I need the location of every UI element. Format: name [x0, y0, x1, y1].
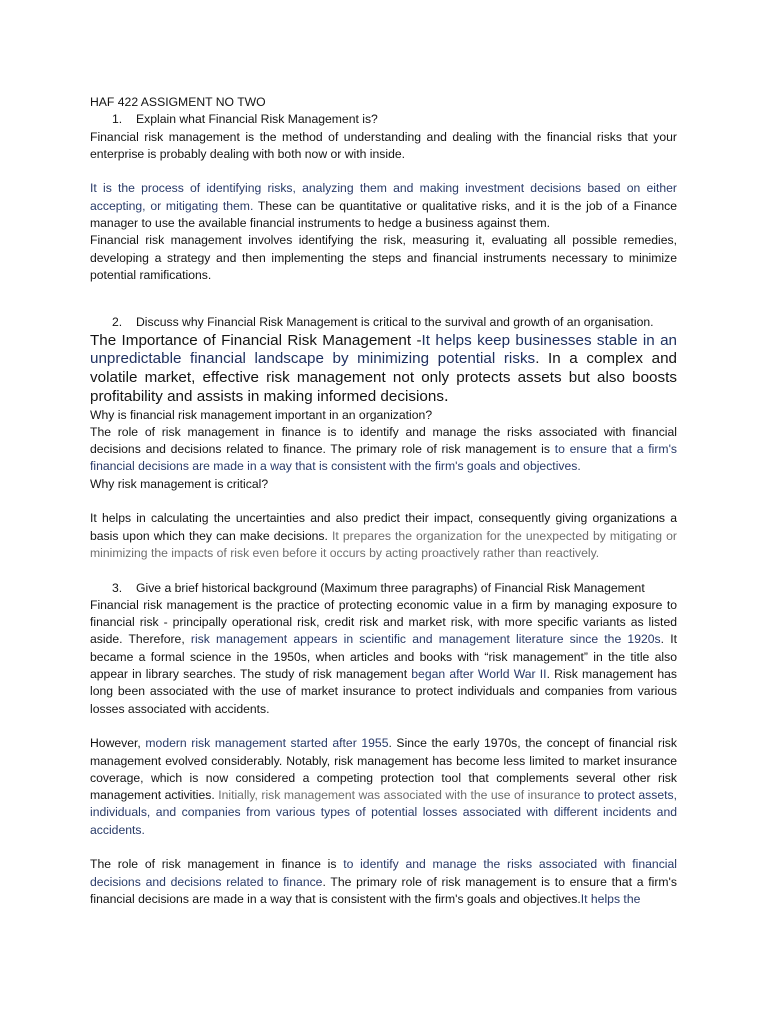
- q3-p1-a: Financial risk management is the practice of protecting economic value in a firm by managing exposure to financial risk - principally operational risk, credit risk and market risk, with more specific variants as listed aside. Therefore,: [90, 597, 677, 647]
- q3-paragraph-1: [90, 597, 677, 718]
- question-1-number: 1.: [112, 112, 123, 127]
- q3-p2-highlight: modern risk management started after 1955: [145, 736, 389, 751]
- document-title: HAF 422 ASSIGMENT NO TWO: [90, 95, 266, 109]
- q3-p2-highlight-2: to protect assets, individuals, and companies from various types of potential losses associated with different incidents and accidents.: [90, 788, 677, 837]
- question-2-text: Discuss why Financial Risk Management is critical to the survival and growth of an organisation.: [136, 315, 654, 330]
- question-2: [90, 314, 677, 331]
- q2-importance-rest: . In a complex and volatile market, effective risk management not only protects assets but also boosts profitability and assists in making informed decisions: [90, 350, 678, 406]
- q1-p2-rest: These can be quantitative or qualitative risks, and it is the job of a Finance manager to use the available financial instruments to hedge a business against them.: [90, 198, 677, 231]
- q3-paragraph-3: [90, 856, 677, 908]
- q1-paragraph-3: Financial risk management involves identifying the risk, measuring it, evaluating all possible remedies, developing a strategy and then implementing the steps and financial instruments necessary to minimize potential ramifications.: [90, 233, 677, 282]
- question-3-text: Give a brief historical background (Maximum three paragraphs) of Financial Risk Management: [136, 580, 645, 595]
- q3-p3-highlight-2: It helps the: [580, 891, 641, 906]
- q2-paragraph-1: [90, 424, 677, 476]
- q3-p1-e: . Risk management has long been associated with the use of market insurance to protect individuals and companies from various losses associated with accidents.: [90, 667, 677, 716]
- q3-p3-highlight: to identify and manage the risks associated with financial decisions and decisions related to finance: [90, 857, 677, 889]
- q3-p2-grey: Initially, risk management was associated with the use of insurance: [214, 788, 581, 803]
- q2-p2-lead: It helps in calculating the uncertainties and also predict their impact, consequently giving organizations a basis upon which they can make decisions.: [90, 511, 677, 543]
- q1-paragraph-2: [90, 180, 677, 232]
- q3-p2-c: . Since the early 1970s, the concept of financial risk management evolved considerably. Notably, risk management has become less limited to market insurance coverage, which is now considered a competing protection tool that complements several other risk management activities.: [90, 736, 677, 803]
- q3-p1-highlight-2: began after World War II: [411, 667, 547, 682]
- q3-p1-c: . It became a formal science in the 1950s, when articles and books with “risk management” in the title also appear in library searches. The study of risk management: [90, 632, 677, 682]
- q3-p2-a: However,: [90, 736, 146, 751]
- q2-p1-lead: The role of risk management in finance is to identify and manage the risks associated with financial decisions and decisions related to finance. The primary role of risk management is: [90, 424, 677, 457]
- q1-p2-highlight: It is the process of identifying risks, analyzing them and making investment decisions based on either accepting, or mitigating them.: [90, 181, 677, 213]
- q2-why-heading-1: Why is financial risk management important in an organization?: [90, 407, 433, 422]
- q1-paragraph-1: Financial risk management is the method of understanding and dealing with the financial risks that your enterprise is probably dealing with both now or with inside.: [90, 129, 677, 161]
- q2-p2-grey: It prepares the organization for the unexpected by mitigating or minimizing the impacts of risk even before it occurs by acting proactively rather than reactively.: [90, 528, 677, 560]
- q3-p3-c: . The primary role of risk management is to ensure that a firm's financial decisions are made in a way that is consistent with the firm's goals and objectives.: [90, 874, 677, 906]
- q2-importance-lead: The Importance of Financial Risk Management -: [90, 331, 422, 349]
- question-3-number: 3.: [112, 580, 123, 595]
- q2-why-heading-2: Why risk management is critical?: [90, 476, 269, 491]
- q3-p1-highlight-1: risk management appears in scientific and management literature since the 1920s: [190, 632, 661, 647]
- q2-p1-highlight: to ensure that a firm's financial decisions are made in a way that is consistent with the firm's goals and objectives.: [90, 442, 677, 474]
- q2-importance-period: .: [443, 387, 449, 406]
- document-body: [90, 94, 677, 908]
- q3-paragraph-2: [90, 735, 677, 839]
- q2-importance-highlight: It helps keep businesses stable in an unpredictable financial landscape by minimizing potential risks: [90, 331, 677, 368]
- q3-p3-a: The role of risk management in finance is: [90, 857, 344, 872]
- q2-paragraph-2: [90, 510, 677, 562]
- question-1: [90, 111, 677, 128]
- question-3: [90, 580, 677, 597]
- q2-importance-paragraph: [90, 332, 677, 407]
- question-2-number: 2.: [112, 315, 123, 330]
- question-1-text: Explain what Financial Risk Management is?: [136, 112, 378, 127]
